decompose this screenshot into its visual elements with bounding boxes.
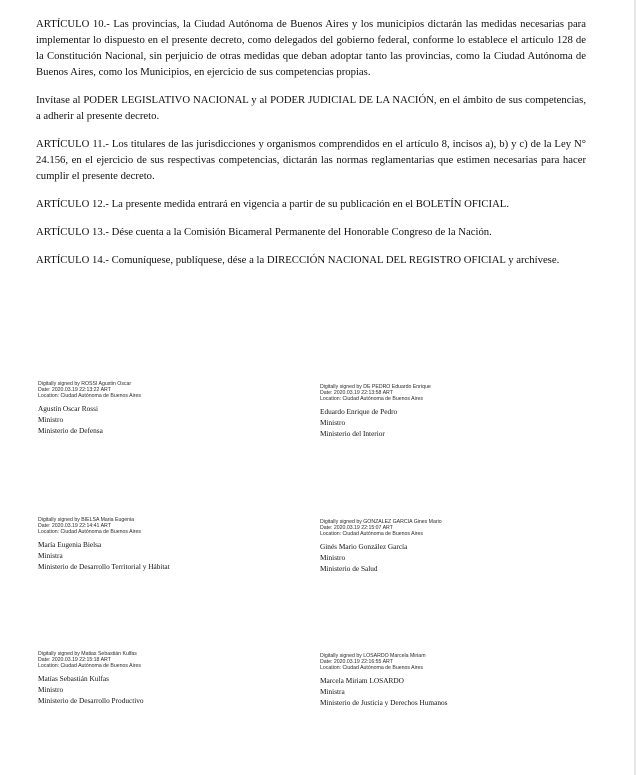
signature-de-pedro	[320, 384, 580, 439]
signed-by: Digitally signed by BIELSA Maria Eugenia	[38, 517, 135, 523]
signer-ministry: Ministerio de Salud	[320, 563, 378, 573]
signer-ministry: Ministerio de Desarrollo Productivo	[38, 695, 144, 705]
signature-location: Location: Ciudad Autónoma de Buenos Aires	[38, 663, 141, 670]
signature-location: Location: Ciudad Autónoma de Buenos Aires	[320, 665, 423, 672]
signature-date: Date: 2020.03.19 22:13:22 ART	[38, 387, 111, 394]
digital-signature-stamp	[320, 653, 580, 672]
digital-signature-stamp	[320, 519, 580, 538]
signature-location: Location: Ciudad Autónoma de Buenos Aires	[38, 393, 141, 400]
signed-by: Digitally signed by LOSARDO Marcela Miriam	[320, 653, 426, 659]
signature-date: Date: 2020.03.19 22:13:58 ART	[320, 390, 393, 397]
signer-name: Eduardo Enrique de Pedro	[320, 406, 398, 416]
signed-by: Digitally signed by DE PEDRO Eduardo Enrique	[320, 384, 431, 390]
signer-name: Agustín Oscar Rossi	[38, 403, 98, 413]
signer-name: Matías Sebastián Kulfas	[38, 673, 109, 683]
decree-body	[36, 16, 586, 280]
signed-by: Digitally signed by Matias Sebastián Kulfas	[38, 651, 137, 657]
signature-date: Date: 2020.03.19 22:14:41 ART	[38, 523, 111, 530]
invitation-paragraph: Invítase al PODER LEGISLATIVO NACIONAL y al PODER JUDICIAL DE LA NACIÓN, en el ámbito de sus competencias, a adherir al presente decreto.	[36, 94, 586, 122]
digital-signature-stamp	[38, 517, 298, 536]
signer-role: Ministra	[38, 550, 63, 560]
signer-name: Ginés Mario González García	[320, 541, 408, 551]
signer-role: Ministro	[320, 417, 346, 427]
signature-location: Location: Ciudad Autónoma de Buenos Aires	[38, 529, 141, 536]
signature-date: Date: 2020.03.19 22:16:55 ART	[320, 659, 393, 666]
signed-by: Digitally signed by ROSSI Agustin Oscar	[38, 381, 132, 387]
signer-role: Ministro	[38, 414, 64, 424]
signer-name: María Eugenia Bielsa	[38, 539, 102, 549]
signer-ministry: Ministerio de Desarrollo Territorial y Hábitat	[38, 561, 170, 571]
digital-signature-stamp	[38, 651, 298, 670]
article-11: ARTÍCULO 11.- Los titulares de las jurisdicciones y organismos comprendidos en el artículo 8, incisos a), b) y c) de la Ley N° 24.156, en el ejercicio de sus respectivas competencias, dictarán las normas reglamentarias que estimen necesarias para hacer cumplir el presente decreto.	[36, 138, 586, 182]
signer-ministry: Ministerio del Interior	[320, 428, 385, 438]
article-12: ARTÍCULO 12.- La presente medida entrará en vigencia a partir de su publicación en el BOLETÍN OFICIAL.	[36, 198, 510, 210]
signature-losardo	[320, 653, 580, 708]
signature-date: Date: 2020.03.19 22:15:07 ART	[320, 525, 393, 532]
signer-name: Marcela Miriam LOSARDO	[320, 675, 404, 685]
signer-role: Ministro	[320, 552, 346, 562]
digital-signature-stamp	[320, 384, 580, 403]
signature-location: Location: Ciudad Autónoma de Buenos Aires	[320, 531, 423, 538]
signature-kulfas	[38, 651, 298, 706]
signer-ministry: Ministerio de Defensa	[38, 425, 103, 435]
signer-role: Ministra	[320, 686, 345, 696]
signature-gonzalez-garcia	[320, 519, 580, 574]
signature-rossi	[38, 381, 298, 436]
article-13: ARTÍCULO 13.- Dése cuenta a la Comisión Bicameral Permanente del Honorable Congreso de la Nación.	[36, 226, 492, 238]
article-14: ARTÍCULO 14.- Comuníquese, publíquese, dése a la DIRECCIÓN NACIONAL DEL REGISTRO OFICIAL y archívese.	[36, 254, 560, 266]
signer-role: Ministro	[38, 684, 64, 694]
signature-date: Date: 2020.03.19 22:15:18 ART	[38, 657, 111, 664]
signed-by: Digitally signed by GONZALEZ GARCIA Gines Mario	[320, 519, 442, 525]
digital-signature-stamp	[38, 381, 298, 400]
signature-bielsa	[38, 517, 298, 572]
signature-location: Location: Ciudad Autónoma de Buenos Aires	[320, 396, 423, 403]
article-10: ARTÍCULO 10.- Las provincias, la Ciudad Autónoma de Buenos Aires y los municipios dictarán las medidas necesarias para implementar lo dispuesto en el presente decreto, como delegados del gobierno federal, conforme lo establece el artículo 128 de la Constitución Nacional, sin perjuicio de otras medidas que deban adoptar tanto las provincias, como la Ciudad Autónoma de Buenos Aires, como los Municipios, en ejercicio de sus competencias propias.	[36, 18, 586, 78]
signer-ministry: Ministerio de Justicia y Derechos Humanos	[320, 697, 448, 707]
